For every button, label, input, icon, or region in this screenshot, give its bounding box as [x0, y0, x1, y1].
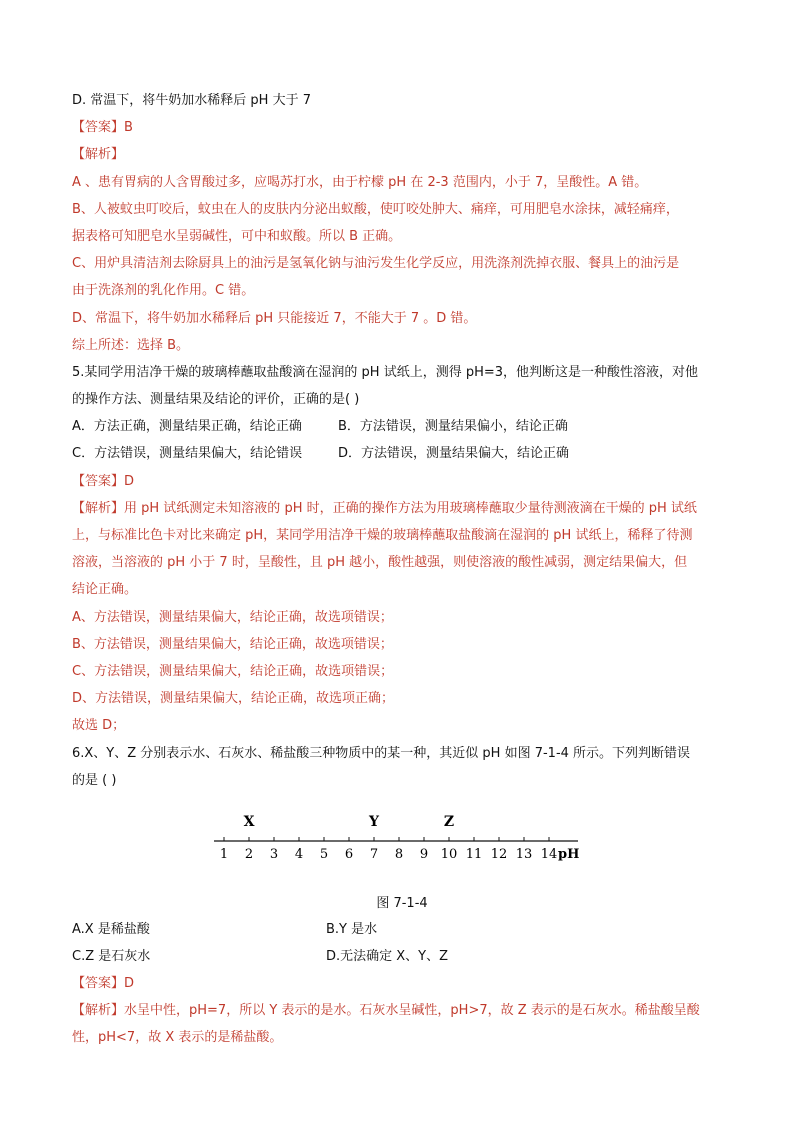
q5-analysis-line: 故选 D； — [72, 718, 126, 734]
ph-tick-label: 4 — [294, 846, 304, 862]
q5-analysis-line: B、方法错误，测量结果偏大，结论正确，故选项错误； — [72, 636, 393, 652]
q5-stem: 的操作方法、测量结果及结论的评价，正确的是( ) — [72, 392, 360, 408]
analysis-text: 用 pH 试纸测定未知溶液的 pH 时，正确的操作方法为用玻璃棒蘸取少量待测液滴在干燥的 pH 试纸 — [124, 500, 697, 516]
q6-answer — [72, 975, 732, 993]
ph-tick-label: 6 — [344, 846, 354, 862]
q5-analysis-line: A、方法错误，测量结果偏大，结论正确，故选项错误； — [72, 609, 393, 625]
ph-tick-label: 10 — [440, 846, 458, 862]
q4-option-d: D. 常温下，将牛奶加水稀释后 pH 大于 7 — [72, 93, 311, 108]
q5-option-b: B．方法错误，测量结果偏小，结论正确 — [338, 419, 568, 435]
ph-tick-label: 2 — [244, 846, 254, 862]
answer-value: B — [124, 120, 133, 136]
ph-tick-label: 12 — [490, 846, 508, 862]
analysis-tag: 【解析】 — [72, 1003, 125, 1019]
q4-analysis-line: D、常温下，将牛奶加水稀释后 pH 只能接近 7，不能大于 7 。D 错。 — [72, 310, 477, 326]
ph-axis-unit: pH — [558, 846, 580, 862]
q5-analysis-first — [72, 500, 732, 518]
ph-tick-label: 8 — [394, 846, 404, 862]
q5-option-c: C．方法错误，测量结果偏大，结论错误 — [72, 446, 303, 462]
q5-analysis-line: 上，与标准比色卡对比来确定 pH，某同学用洁净干燥的玻璃棒蘸取盐酸滴在湿润的 pH 试纸上，稀释了待测 — [72, 528, 693, 543]
ph-tick-label: 5 — [319, 846, 329, 862]
q6-stem: 6.X、Y、Z 分别表示水、石灰水、稀盐酸三种物质中的某一种，其近似 pH 如图 7-1-4 所示。下列判断错误 — [72, 745, 691, 761]
q5-answer — [72, 473, 732, 491]
ph-tick-label: 14 — [540, 846, 558, 862]
ph-marker-x: X — [243, 813, 255, 830]
q5-stem: 5.某同学用洁净干燥的玻璃棒蘸取盐酸滴在湿润的 pH 试纸上，测得 pH=3，他判断这是一种酸性溶液，对他 — [72, 364, 699, 380]
ph-tick-label: 7 — [369, 846, 379, 862]
q4-analysis-tag: 【解析】 — [72, 147, 125, 163]
q5-analysis-line: D、方法错误，测量结果偏大，结论正确，故选项正确； — [72, 691, 395, 707]
q4-analysis-line: 由于洗涤剂的乳化作用。C 错。 — [72, 283, 255, 299]
answer-tag: 【答案】 — [72, 473, 125, 489]
answer-value: D — [124, 976, 135, 992]
analysis-tag: 【解析】 — [72, 500, 125, 516]
answer-value: D — [124, 473, 135, 489]
q6-option-d: D.无法确定 X、Y、Z — [326, 948, 449, 964]
figure-caption: 图 7-1-4 — [376, 895, 428, 911]
q5-option-a: A．方法正确，测量结果正确，结论正确 — [72, 419, 302, 435]
q6-option-c: C.Z 是石灰水 — [72, 948, 151, 964]
q5-options-row — [72, 418, 732, 436]
q4-analysis-line: C、用炉具清洁剂去除厨具上的油污是氢氧化钠与油污发生化学反应，用洗涤剂洗掉衣服、餐具上的油污是 — [72, 256, 680, 272]
ph-marker-y: Y — [369, 813, 379, 830]
q6-options-row — [72, 948, 732, 966]
q5-option-d: D．方法错误，测量结果偏大，结论正确 — [338, 446, 570, 462]
q5-options-row — [72, 445, 732, 463]
document-page — [72, 92, 732, 1057]
q6-option-b: B.Y 是水 — [326, 921, 378, 937]
ph-marker-z: Z — [443, 813, 455, 830]
q4-analysis-line: B、人被蚊虫叮咬后，蚊虫在人的皮肤内分泌出蚁酸，使叮咬处肿大、痛痒，可用肥皂水涂抹，减轻痛痒， — [72, 201, 679, 217]
q4-summary: 综上所述：选择 B。 — [72, 337, 190, 353]
answer-tag: 【答案】 — [72, 976, 125, 992]
ph-tick-label: 9 — [419, 846, 429, 862]
q6-option-a: A.X 是稀盐酸 — [72, 921, 150, 937]
answer-tag: 【答案】 — [72, 120, 125, 136]
analysis-text: 水呈中性，pH=7，所以 Y 表示的是水。石灰水呈碱性，pH>7，故 Z 表示的是石灰水。稀盐酸呈酸 — [124, 1003, 700, 1019]
ph-tick-label: 13 — [515, 846, 533, 862]
q4-analysis-line: A 、患有胃病的人含胃酸过多，应喝苏打水，由于柠檬 pH 在 2-3 范围内，小于 7，呈酸性。A 错。 — [72, 174, 648, 190]
q5-analysis-line: C、方法错误，测量结果偏大，结论正确，故选项错误； — [72, 663, 394, 679]
ph-tick-label: 1 — [219, 846, 229, 862]
q4-analysis-line: 据表格可知肥皂水呈弱碱性，可中和蚁酸。所以 B 正确。 — [72, 228, 402, 244]
q6-analysis-line: 性，pH<7，故 X 表示的是稀盐酸。 — [72, 1030, 283, 1046]
q6-analysis-first — [72, 1002, 732, 1020]
q5-analysis-line: 溶液，当溶液的 pH 小于 7 时，呈酸性，且 pH 越小，酸性越强，则使溶液的酸性减弱，测定结果偏大，但 — [72, 555, 688, 571]
q6-options-row — [72, 921, 732, 939]
q4-answer — [72, 119, 732, 137]
q5-analysis-line: 结论正确。 — [72, 582, 138, 598]
ph-tick-label: 3 — [269, 846, 279, 862]
q6-stem: 的是 ( ) — [72, 772, 117, 788]
ph-tick-label: 11 — [465, 846, 483, 862]
ph-number-line-figure — [72, 808, 732, 888]
ph-number-line — [212, 808, 592, 878]
